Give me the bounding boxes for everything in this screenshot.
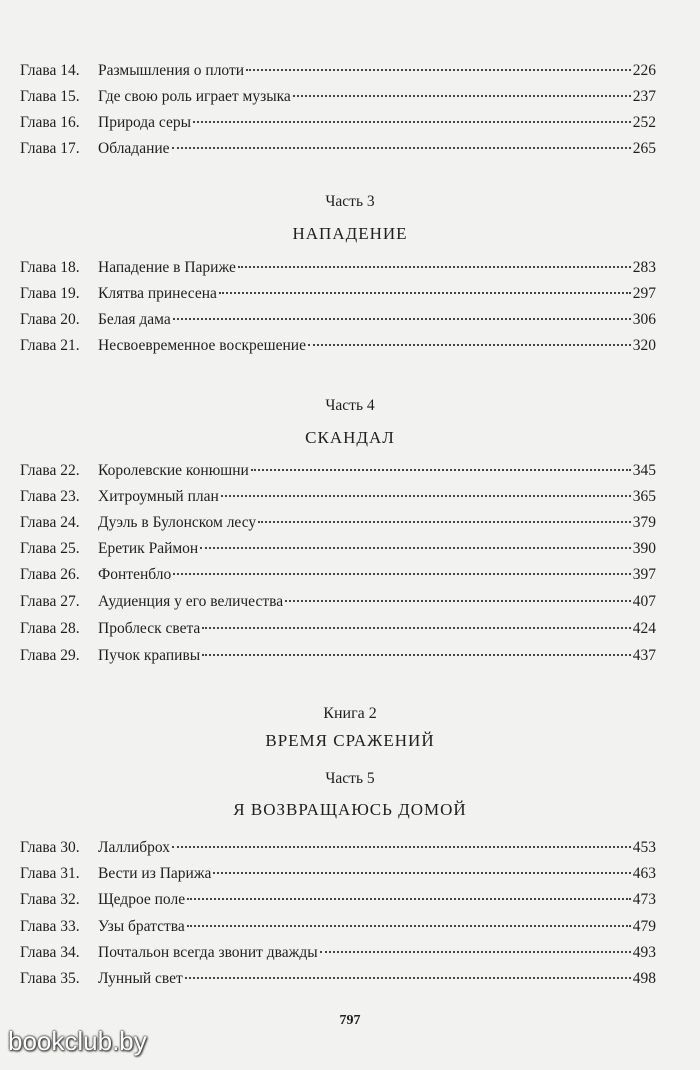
dot-leader <box>213 872 630 874</box>
toc-entry <box>20 259 656 283</box>
dot-leader <box>173 573 631 575</box>
dot-leader <box>187 898 631 900</box>
chapter-title: Обладание <box>98 140 170 157</box>
page-number: 390 <box>632 540 656 557</box>
dot-leader <box>238 266 631 268</box>
book-title: ВРЕМЯ СРАЖЕНИЙ <box>265 731 435 750</box>
toc-entry <box>20 62 656 86</box>
chapter-title: Щедрое поле <box>98 891 186 908</box>
chapter-title: Узы братства <box>98 918 185 935</box>
chapter-number: Глава 17. <box>20 140 80 157</box>
page-number: 397 <box>632 566 656 583</box>
dot-leader <box>293 95 631 97</box>
chapter-number: Глава 27. <box>20 593 80 610</box>
toc-entry <box>20 970 656 994</box>
toc-entry <box>20 647 656 671</box>
toc-entry <box>20 944 656 968</box>
toc-entry <box>20 462 656 486</box>
dot-leader <box>193 121 631 123</box>
dot-leader <box>172 147 631 149</box>
part-heading: СКАНДАЛ <box>305 428 395 447</box>
toc-entry <box>20 593 656 617</box>
dot-leader <box>172 846 631 848</box>
folio-page-number: 797 <box>339 1013 361 1028</box>
toc-entry <box>20 311 656 335</box>
page-number: 479 <box>632 918 656 935</box>
chapter-title: Пучок крапивы <box>98 647 201 664</box>
toc-entry <box>20 488 656 512</box>
page-number: 493 <box>632 944 656 961</box>
toc-entry <box>20 566 656 590</box>
toc-entry <box>20 891 656 915</box>
page-number: 407 <box>632 593 656 610</box>
dot-leader <box>202 627 630 629</box>
toc-entry <box>20 114 656 138</box>
chapter-number: Глава 14. <box>20 62 80 79</box>
chapter-title: Проблеск света <box>98 620 201 637</box>
watermark-logo: bookclub.by <box>8 1026 147 1056</box>
chapter-number: Глава 28. <box>20 620 80 637</box>
chapter-number: Глава 34. <box>20 944 80 961</box>
book-label: Книга 2 <box>323 705 377 722</box>
toc-entry <box>20 337 656 361</box>
toc-entry <box>20 88 656 112</box>
chapter-title: Клятва принесена <box>98 285 217 302</box>
page-number: 320 <box>632 337 656 354</box>
page-number: 226 <box>632 62 656 79</box>
chapter-title: Где свою роль играет музыка <box>98 88 291 105</box>
toc-entry <box>20 140 656 164</box>
toc-entry <box>20 839 656 863</box>
toc-entry <box>20 865 656 889</box>
chapter-title: Несвоевременное воскрешение <box>98 337 306 354</box>
chapter-title: Фонтенбло <box>98 566 172 583</box>
chapter-title: Размышления о плоти <box>98 62 245 79</box>
part-label: Часть 3 <box>325 193 375 210</box>
dot-leader <box>187 925 631 927</box>
page-number: 437 <box>632 647 656 664</box>
part-heading: НАПАДЕНИЕ <box>292 224 408 243</box>
dot-leader <box>221 495 631 497</box>
chapter-title: Лаллиброх <box>98 839 171 856</box>
page-number: 473 <box>632 891 656 908</box>
chapter-title: Природа серы <box>98 114 192 131</box>
page-number: 265 <box>632 140 656 157</box>
toc-entry <box>20 540 656 564</box>
toc-entry <box>20 620 656 644</box>
part-label: Часть 5 <box>325 770 375 787</box>
page-number: 237 <box>632 88 656 105</box>
chapter-number: Глава 31. <box>20 865 80 882</box>
chapter-number: Глава 16. <box>20 114 80 131</box>
chapter-title: Королевские конюшни <box>98 462 249 479</box>
page-number: 365 <box>632 488 656 505</box>
part-heading: Я ВОЗВРАЩАЮСЬ ДОМОЙ <box>233 800 467 819</box>
chapter-number: Глава 15. <box>20 88 80 105</box>
page-number: 498 <box>632 970 656 987</box>
page-number: 345 <box>632 462 656 479</box>
chapter-title: Дуэль в Булонском лесу <box>98 514 257 531</box>
dot-leader <box>185 977 631 979</box>
toc-entry <box>20 514 656 538</box>
chapter-title: Аудиенция у его величества <box>98 593 284 610</box>
part-label: Часть 4 <box>325 397 375 414</box>
page-number: 463 <box>632 865 656 882</box>
page-number: 297 <box>632 285 656 302</box>
chapter-title: Вести из Парижа <box>98 865 212 882</box>
dot-leader <box>246 69 631 71</box>
chapter-number: Глава 19. <box>20 285 80 302</box>
toc-entry <box>20 918 656 942</box>
chapter-title: Белая дама <box>98 311 171 328</box>
chapter-number: Глава 26. <box>20 566 80 583</box>
chapter-title: Еретик Раймон <box>98 540 199 557</box>
chapter-title: Нападение в Париже <box>98 259 236 276</box>
page-number: 306 <box>632 311 656 328</box>
page-number: 283 <box>632 259 656 276</box>
page-number: 252 <box>632 114 656 131</box>
chapter-number: Глава 18. <box>20 259 80 276</box>
chapter-number: Глава 33. <box>20 918 80 935</box>
dot-leader <box>219 292 631 294</box>
page-number: 453 <box>632 839 656 856</box>
toc-entry <box>20 285 656 309</box>
chapter-number: Глава 32. <box>20 891 80 908</box>
page-number: 379 <box>632 514 656 531</box>
chapter-number: Глава 24. <box>20 514 80 531</box>
chapter-number: Глава 20. <box>20 311 80 328</box>
dot-leader <box>251 469 631 471</box>
chapter-number: Глава 22. <box>20 462 80 479</box>
chapter-number: Глава 23. <box>20 488 80 505</box>
dot-leader <box>200 547 631 549</box>
chapter-number: Глава 21. <box>20 337 80 354</box>
chapter-number: Глава 35. <box>20 970 80 987</box>
chapter-number: Глава 29. <box>20 647 80 664</box>
chapter-title: Лунный свет <box>98 970 183 987</box>
dot-leader <box>173 318 631 320</box>
chapter-number: Глава 30. <box>20 839 80 856</box>
dot-leader <box>285 600 631 602</box>
chapter-title: Почтальон всегда звонит дважды <box>98 944 318 961</box>
dot-leader <box>258 521 631 523</box>
chapter-title: Хитроумный план <box>98 488 219 505</box>
page-number: 424 <box>632 620 656 637</box>
dot-leader <box>202 654 631 656</box>
chapter-number: Глава 25. <box>20 540 80 557</box>
dot-leader <box>320 951 631 953</box>
dot-leader <box>308 344 631 346</box>
